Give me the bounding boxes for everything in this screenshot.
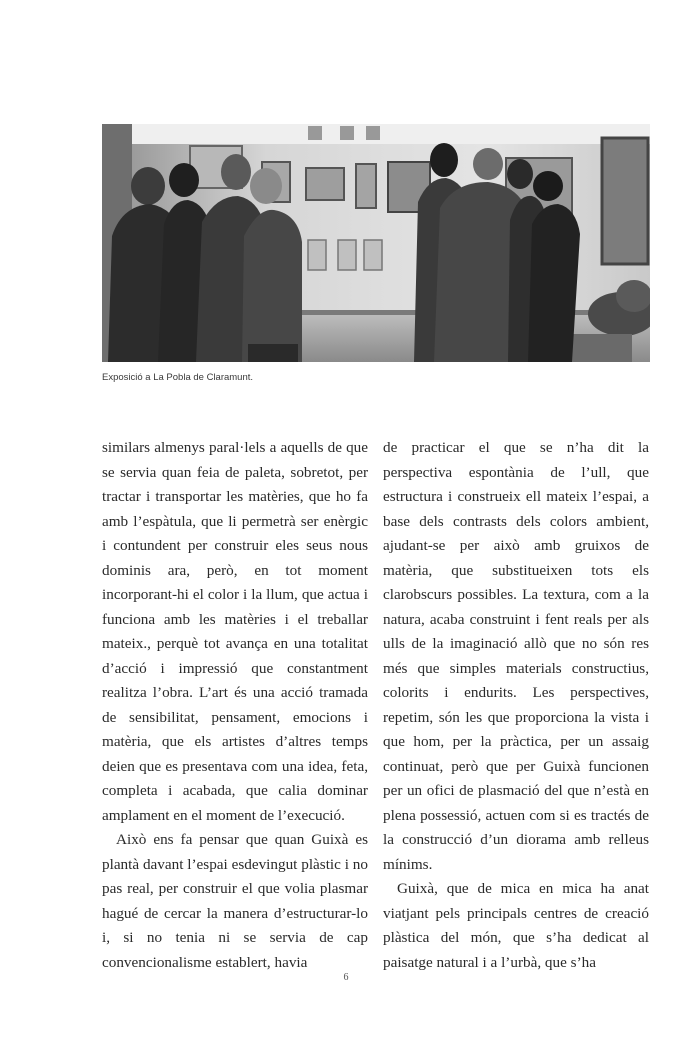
photo-caption: Exposició a La Pobla de Claramunt. xyxy=(102,372,254,383)
paragraph: similars almenys paral·lels a aquells de que se servia quan feia de paleta, sobretot, per tractar i transportar les matèries, que ho fa amb l’espàtula, que li permetrà ser enèrgic i contundent per construir eles seus nous dominis ara, però, en tot moment incorporant-hi el color i la llum, que actua i funciona amb les matèries i el treballar mateix., perquè tot avança en una totalitat d’acció i impressió que constantment realitza l’obra. L’art és una acció tramada de sensibilitat, pensament, emocions i matèria, que els artistes d’altres temps deien que es presentava com una idea, feta, completa i acabada, que calia dominar amplament en el moment de l’execució. xyxy=(102,439,368,824)
page-number: 6 xyxy=(343,972,349,983)
text-column-right xyxy=(383,436,649,975)
text-column-left xyxy=(102,436,368,975)
exhibition-photo-drawing xyxy=(102,124,650,362)
exhibition-photo xyxy=(102,124,650,362)
paragraph: Això ens fa pensar que quan Guixà es plantà davant l’espai esdevingut plàstic i no pas real, per construir el que volia plasmar hagué de cercar la manera d’estructurar-lo i, si no tenia ni se servia de cap convencionalisme establert, havia xyxy=(102,831,368,971)
paragraph: Guixà, que de mica en mica ha anat viatjant pels principals centres de creació plàstica del món, que s’ha dedicat al paisatge natural i a l’urbà, que s’ha xyxy=(383,880,649,971)
paragraph: de practicar el que se n’ha dit la perspectiva espontània de l’ull, que estructura i construeix ell mateix l’espai, a base dels contrasts dels colors ambient, ajudant-se per això amb gruixos de matèria, que substitueixen tots els clarobscurs possibles. La textura, com a la natura, acaba construint i fent reals per als ulls de la imaginació allò que no són res més que simples materials constructius, colorits i endurits. Les perspectives, repetim, són les que proporciona la vista i que hom, per la pràctica, per un assaig continuat, però que per Guixà funcionen per un ofici de plasmació del que n’està en plena possessió, actuen com si es tractés de la construcció d’un diorama amb relleus mínims. xyxy=(383,439,649,873)
